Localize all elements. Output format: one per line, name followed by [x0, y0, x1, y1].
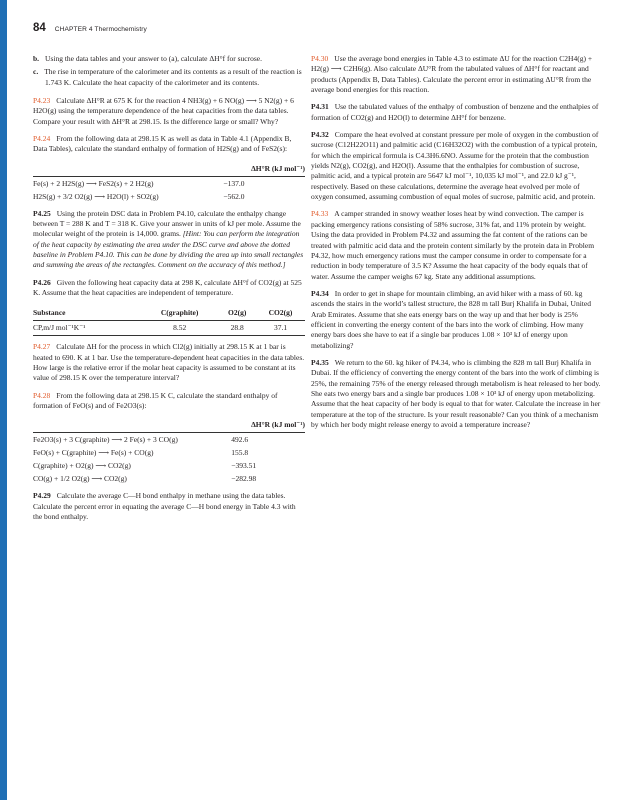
reaction: CO(g) + 1/2 O2(g) ⟶ CO2(g): [33, 474, 127, 484]
reaction-table-4-28: [33, 418, 305, 485]
problem-4-28: P4.28 From the following data at 298.15 K C, calculate the standard enthalpy of formation of FeO(s) and of Fe2O3(s):: [33, 390, 278, 410]
table-header: ΔH°R (kJ mol⁻¹): [223, 162, 305, 177]
problem-4-34: P4.34 In order to get in shape for mountain climbing, an avid hiker with a mass of 60. kg ascends the stairs in the world’s tallest structure, the 828 m tall Burj Khalifa in Dubai, United Arab Emirates. Assume that she eats energy bars on the way up and that her body is 25% efficient in converting the energy content of the bars into the work of climbing. How many energy bars does she have to eat if a single bar produces 1.08 × 10³ kJ of energy upon metabolizing?: [311, 288, 591, 350]
left-column: [33, 54, 305, 529]
heat-capacity-table: [33, 306, 305, 337]
problem-4-26: P4.26 Given the following heat capacity data at 298 K, calculate ΔH°f of CO2(g) at 525 K. Assume that the heat capacities are independent of temperature.: [33, 277, 302, 298]
problem-4-30: P4.30 Use the average bond energies in Table 4.3 to estimate ΔU for the reaction C2H4(g) + H2(g) ⟶ C2H6(g). Also calculate ΔU°R from the tabulated values of ΔH°f for reactant and products (Appendix B, Data Tables). Calculate the percent error in estimating ΔU°R from the average bond energies for this reaction.: [311, 54, 593, 95]
enthalpy-value: −137.0: [223, 176, 305, 190]
item-b: b. Using the data tables and your answer to (a), calculate ΔH°f for sucrose.: [33, 54, 262, 63]
reaction: Fe2O3(s) + 3 C(graphite) ⟶ 2 Fe(s) + 3 CO(g): [33, 433, 231, 447]
cell: 28.8: [218, 320, 256, 335]
reaction: Fe(s) + 2 H2S(g) ⟶ FeS2(s) + 2 H2(g): [33, 176, 223, 190]
enthalpy-value: −282.98: [231, 474, 257, 484]
problem-4-25: P4.25 Using the protein DSC data in Problem P4.10, calculate the enthalpy change between T = 288 K and T = 318 K. Give your answer in units of kJ per mole. Assume the molecular weight of the protein is 14,000. grams. [Hint: You can perform the integration of the heat capacity by estimating the area under the DSC curve and above the dotted baseline in Problem P4.10. This can be done by dividing the area up into small rectangles and summing the areas of the rectangles. Comment on the accuracy of this method.]: [33, 208, 304, 270]
table-header: ΔH°R (kJ mol⁻¹): [231, 418, 305, 433]
problem-4-32: P4.32 Compare the heat evolved at constant pressure per mole of oxygen in the combustion of sucrose (C12H22O11) and palmitic acid (C16H32O2) with the combustion of a typical protein, for which the empirical formula is C4.3H6.6NO. Assume for the protein that the combustion yields N2(g), CO2(g), and H2O(l). Assume that the enthalpies for combustion of sucrose, palmitic acid, and a typical protein are 5647 kJ mol⁻¹, 10,035 kJ mol⁻¹, and 22.0 kJ g⁻¹, respectively. Based on these calculations, determine the average heat evolved per mole of oxygen consumed, assuming combustion of equal moles of sucrose, palmitic acid, and protein.: [311, 130, 599, 202]
reaction: H2S(g) + 3/2 O2(g) ⟶ H2O(l) + SO2(g): [33, 191, 159, 201]
page-edge-bar: [0, 0, 7, 800]
problem-4-33: P4.33 A camper stranded in snowy weather loses heat by wind convection. The camper is packing emergency rations consisting of 58% sucrose, 31% fat, and 11% protein by weight. Using the data provided in Problem P4.32 and assuming the fat content of the rations can be treated with palmitic acid data and the protein content similarly by the protein data in Problem P4.32, how much emergency rations must the camper consume in order to compensate for a reduction in body temperature of 3.5 K? Assume the heat capacity of the body equals that of water. Assume the camper weighs 67 kg. State any additional assumptions.: [311, 209, 595, 281]
problem-4-29: P4.29 Calculate the average C—H bond enthalpy in methane using the data tables. Calculate the percent error in equating the average C—H bond energy in Table 4.3 with the bond enthalpy.: [33, 491, 296, 521]
enthalpy-value: −393.51: [231, 461, 257, 471]
reaction: FeO(s) + C(graphite) ⟶ Fe(s) + CO(g): [33, 448, 154, 458]
chapter-title: CHAPTER 4 Thermochemistry: [54, 26, 147, 33]
enthalpy-value: 155.8: [231, 448, 249, 458]
right-column: [311, 54, 602, 437]
problem-4-35: P4.35 We return to the 60. kg hiker of P4.34, who is climbing the 828 m tall Burj Khalifa in Dubai. If the efficiency of converting the energy content of the bars into the work of climbing is 25%, the remaining 75% of the energy released through metabolism is heat released to her body. She eats two energy bars and a single bar produces 1.08 × 10³ kJ of energy upon metabolizing. Assume that the heat capacity of her body is equal to that for water. Calculate the increase in her temperature at the top of the structure. Is your result reasonable? Can you think of a mechanism by which her body might release energy to avoid a temperature increase?: [311, 357, 601, 429]
cell: 8.52: [141, 320, 218, 335]
item-c: c. The rise in temperature of the calorimeter and its contents as a result of the reaction is 1.743 K. Calculate the heat capacity of the calorimeter and its contents.: [33, 67, 302, 87]
reaction: C(graphite) + O2(g) ⟶ CO2(g): [33, 461, 131, 471]
cell: 37.1: [256, 320, 305, 335]
page-number: 84: [33, 22, 46, 34]
problem-4-27: P4.27 Calculate ΔH for the process in which Cl2(g) initially at 298.15 K at 1 bar is heated to 690. K at 1 bar. Use the temperature-dependent heat capacities in the data tables. How large is the relative error if the molar heat capacity is assumed to be constant at its value of 298.15 K over the temperature interval?: [33, 342, 305, 383]
problem-4-23: P4.23 Calculate ΔH°R at 675 K for the reaction 4 NH3(g) + 6 NO(g) ⟶ 5 N2(g) + 6 H2O(g) using the temperature dependence of the heat capacities from the data tables. Compare your result with ΔH°R at 298.15. Is the difference large or small? Why?: [33, 96, 294, 126]
page-header: [33, 22, 604, 38]
col-header: CO2(g): [256, 306, 305, 321]
col-header: Substance: [33, 306, 141, 321]
problem-4-31: P4.31 Use the tabulated values of the enthalpy of combustion of benzene and the enthalpies of formation of CO2(g) and H2O(l) to determine ΔH°f for benzene.: [311, 102, 599, 122]
reaction-table-4-24: [33, 162, 305, 203]
col-header: C(graphite): [141, 306, 218, 321]
col-header: O2(g): [218, 306, 256, 321]
problem-4-24: P4.24 From the following data at 298.15 K as well as data in Table 4.1 (Appendix B, Data Tables), calculate the standard enthalpy of formation of H2S(g) and of FeS2(s):: [33, 134, 292, 154]
enthalpy-value: 492.6: [231, 433, 305, 447]
enthalpy-value: −562.0: [223, 191, 245, 201]
row-label: CP,m/J mol⁻¹K⁻¹: [33, 320, 141, 335]
